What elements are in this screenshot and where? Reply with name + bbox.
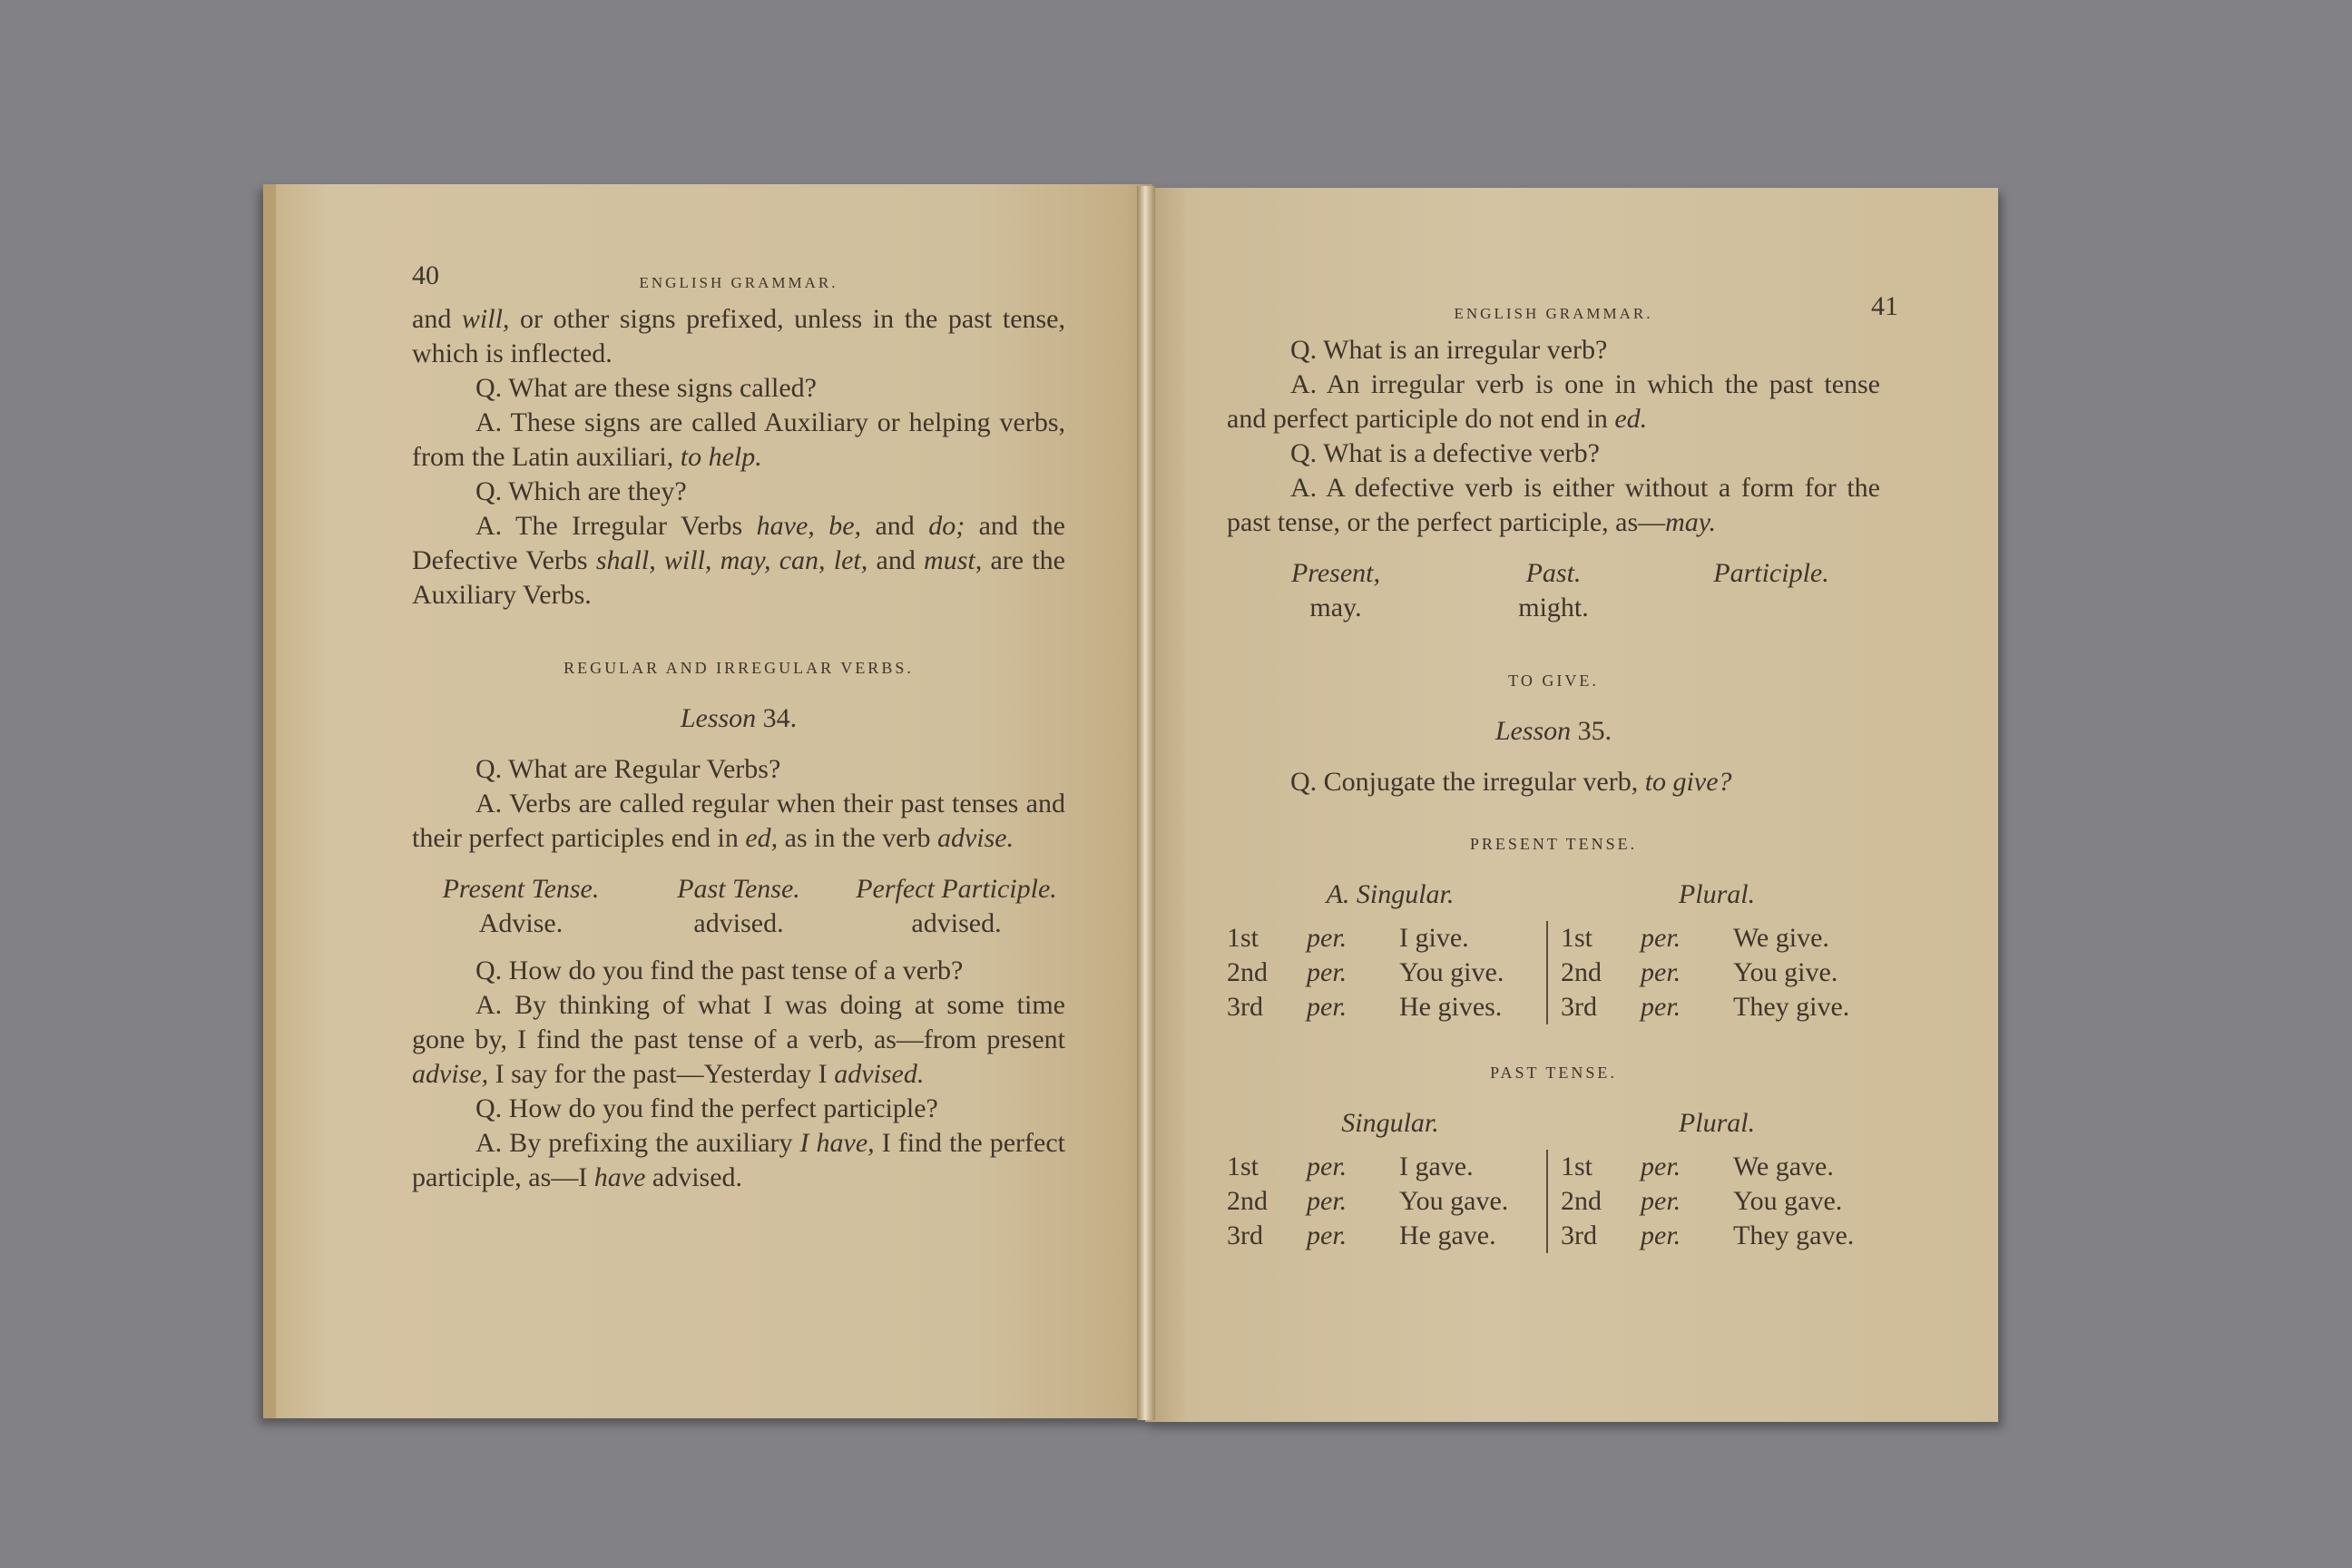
question-regular: Q. What are Regular Verbs? [475, 754, 781, 784]
table-row: 2nd per. You give. [1561, 957, 1838, 987]
lesson-34-heading: Lesson 34. [680, 703, 798, 733]
table-row: 3rd per. He gives. [1227, 992, 1503, 1022]
table-row: 2nd per. You gave. [1561, 1186, 1843, 1216]
past-singular-column [1227, 1150, 1546, 1253]
present-plural-column [1546, 921, 1880, 1024]
right-running-head [1227, 291, 1898, 333]
present-number-labels [1227, 877, 1880, 912]
table-row: 3rd per. They give. [1561, 992, 1850, 1022]
answer-signs: A. These signs are called Auxiliary or helping verbs, from the Latin auxiliari, to help. [412, 407, 1065, 472]
question-defective: Q. What is a defective verb? [1290, 438, 1600, 468]
question-past-tense: Q. How do you find the past tense of a verb? [475, 956, 964, 985]
tense-headers [412, 872, 1065, 906]
open-book [263, 177, 1998, 1422]
right-page [1145, 188, 1998, 1422]
right-page-number: 41 [1871, 291, 1898, 321]
table-row: 2nd per. You gave. [1227, 1186, 1509, 1216]
right-page-content [1227, 291, 1898, 1253]
section-heading-to-give: TO GIVE. [1508, 671, 1599, 690]
section-heading-regular: REGULAR AND IRREGULAR VERBS. [564, 659, 914, 677]
question-irregular: Q. What is an irregular verb? [1290, 335, 1608, 365]
book-gutter [1137, 186, 1155, 1420]
answer-which: A. The Irregular Verbs have, be, and do; and the Defective Verbs shall, will, may, can, let, and must, are the Auxiliary Verbs. [412, 511, 1065, 610]
table-row: 1st per. I gave. [1227, 1152, 1474, 1181]
answer-perfect-participle: A. By prefixing the auxiliary I have, I find the perfect participle, as—I have advised. [412, 1128, 1066, 1192]
answer-regular: A. Verbs are called regular when their past tenses and their perfect participles end in ed, as in the verb advise. [412, 789, 1065, 853]
table-row: 1st per. We give. [1561, 923, 1829, 953]
def-header-present: Present, [1290, 558, 1381, 588]
defective-headers [1227, 556, 1880, 591]
present-singular-column [1227, 921, 1546, 1024]
value-perfect: advised. [911, 908, 1002, 938]
table-row: 3rd per. They gave. [1561, 1220, 1855, 1250]
past-tense-heading: PAST TENSE. [1490, 1063, 1617, 1082]
header-past: Past Tense. [677, 874, 800, 904]
present-conjugation-table [1227, 921, 1880, 1024]
present-tense-heading: PRESENT TENSE. [1469, 835, 1638, 853]
tense-values [412, 906, 1065, 941]
table-row: 1st per. I give. [1227, 923, 1469, 953]
past-conjugation-table [1227, 1150, 1880, 1253]
answer-defective: A. A defective verb is either without a form for the past tense, or the perfect participle, as—may. [1227, 473, 1880, 537]
question-conjugate: Q. Conjugate the irregular verb, to give? [1290, 767, 1732, 797]
present-plural-label: Plural. [1678, 879, 1756, 909]
left-page-content [412, 260, 1066, 1195]
def-value-participle [1662, 591, 1880, 625]
past-number-labels [1227, 1106, 1880, 1141]
def-value-present: may. [1309, 593, 1362, 622]
left-page-number: 40 [412, 260, 439, 290]
table-row: 1st per. We gave. [1561, 1152, 1834, 1181]
right-running-head-text: ENGLISH GRAMMAR. [1454, 305, 1653, 322]
past-plural-column [1546, 1150, 1880, 1253]
question-perfect-participle: Q. How do you find the perfect participle? [475, 1093, 938, 1123]
def-value-past: might. [1518, 593, 1589, 622]
present-singular-label: A. Singular. [1326, 879, 1455, 909]
answer-irregular: A. An irregular verb is one in which the past tense and perfect participle do not end in ed. [1227, 369, 1880, 434]
def-header-past: Past. [1525, 558, 1582, 588]
header-perfect: Perfect Participle. [856, 874, 1057, 904]
answer-past-tense: A. By thinking of what I was doing at some time gone by, I find the past tense of a verb, as—from present advise, I say for the past—Yesterday I advised. [412, 990, 1065, 1089]
intro-paragraph: and will, or other signs prefixed, unless in the past tense, which is inflected. [412, 304, 1065, 368]
past-singular-label: Singular. [1341, 1108, 1439, 1138]
left-running-head [412, 260, 1065, 302]
question-signs: Q. What are these signs called? [475, 373, 817, 403]
value-past: advised. [693, 908, 784, 938]
header-present: Present Tense. [442, 874, 600, 904]
left-running-head-text: ENGLISH GRAMMAR. [639, 274, 838, 291]
lesson-35-heading: Lesson 35. [1494, 716, 1612, 746]
past-plural-label: Plural. [1678, 1108, 1756, 1138]
def-header-participle: Participle. [1713, 558, 1829, 588]
left-page [263, 184, 1152, 1418]
value-present: Advise. [478, 908, 564, 938]
defective-values [1227, 591, 1880, 625]
question-which: Q. Which are they? [475, 476, 687, 506]
table-row: 2nd per. You give. [1227, 957, 1504, 987]
table-row: 3rd per. He gave. [1227, 1220, 1496, 1250]
